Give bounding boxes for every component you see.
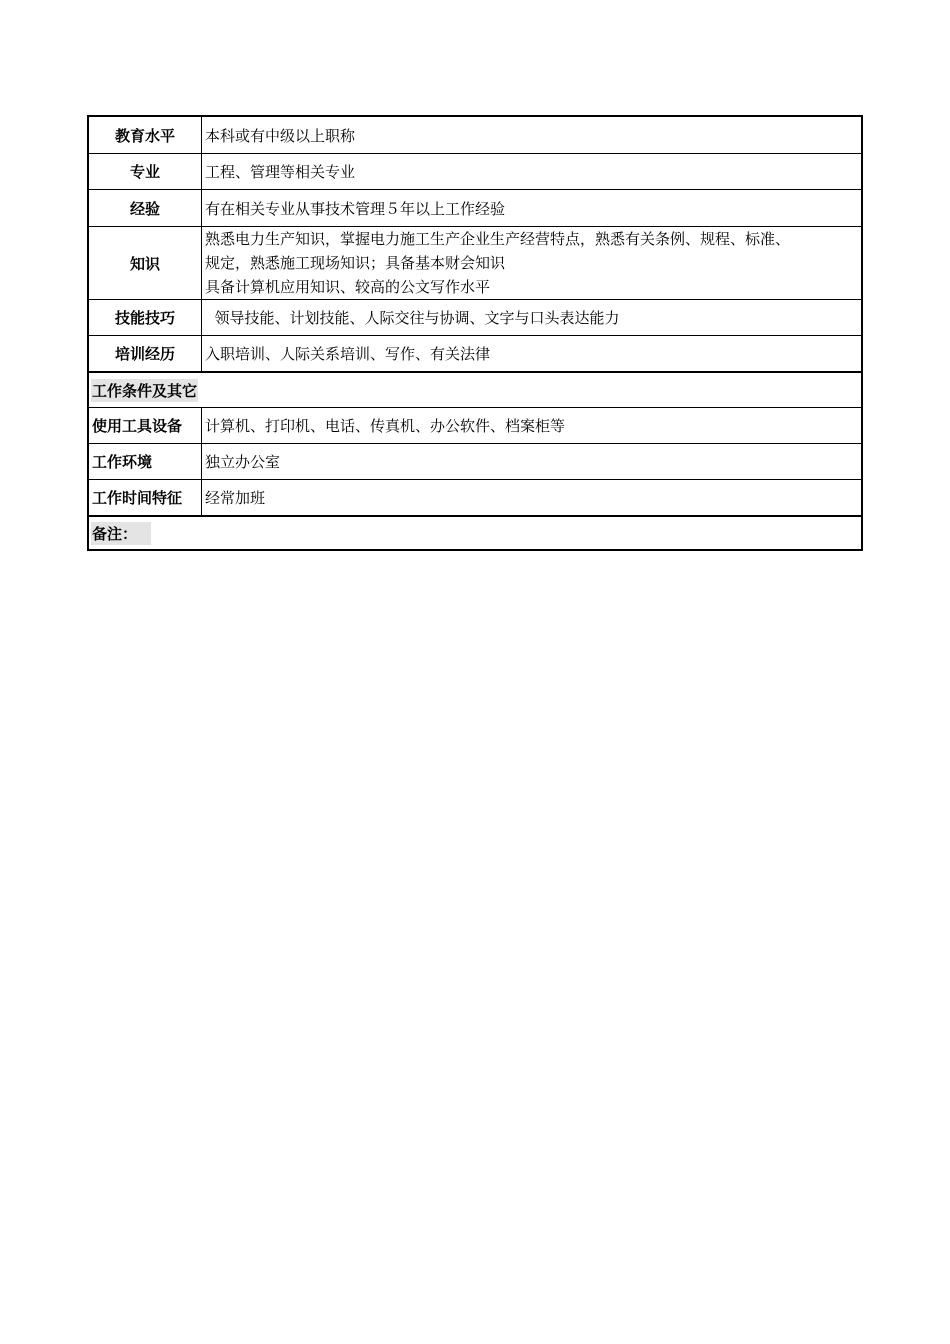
- conditions-section-title: [89, 373, 198, 407]
- education-label: 教育水平: [89, 117, 202, 153]
- experience-label: 经验: [89, 190, 202, 226]
- knowledge-line: 具备计算机应用知识、较高的公文写作水平: [205, 278, 491, 296]
- notes-label: 备注：: [91, 522, 151, 545]
- row-training: [89, 335, 861, 371]
- skills-label: 技能技巧: [89, 300, 202, 335]
- environment-label: 工作环境: [89, 444, 202, 479]
- major-value: 工程、管理等相关专业: [205, 163, 356, 181]
- row-conditions-header: [89, 371, 861, 407]
- work-hours-value: 经常加班: [205, 489, 266, 507]
- notes-cell: [89, 517, 151, 549]
- row-environment: [89, 443, 861, 479]
- row-major: [89, 153, 861, 189]
- tools-value: 计算机、打印机、电话、传真机、办公软件、档案柜等: [205, 417, 566, 435]
- knowledge-label: 知识: [89, 227, 202, 299]
- row-notes: [89, 515, 861, 549]
- major-label: 专业: [89, 154, 202, 189]
- row-experience: [89, 189, 861, 226]
- skills-value: 领导技能、计划技能、人际交往与协调、文字与口头表达能力: [205, 309, 620, 327]
- row-skills: [89, 299, 861, 335]
- training-label: 培训经历: [89, 336, 202, 371]
- row-tools: [89, 407, 861, 443]
- row-work-hours: [89, 479, 861, 515]
- knowledge-line: 规定，熟悉施工现场知识；具备基本财会知识: [205, 254, 506, 272]
- environment-value: 独立办公室: [205, 453, 281, 471]
- experience-value: 有在相关专业从事技术管理５年以上工作经验: [205, 199, 506, 218]
- tools-label: 使用工具设备: [89, 408, 202, 443]
- conditions-section-title-text: 工作条件及其它: [91, 379, 198, 402]
- row-knowledge: [89, 226, 861, 299]
- work-hours-label: 工作时间特征: [89, 480, 202, 515]
- job-description-table: [87, 115, 863, 551]
- row-education: [89, 117, 861, 153]
- knowledge-line: 熟悉电力生产知识，掌握电力施工生产企业生产经营特点，熟悉有关条例、规程、标准、: [205, 230, 791, 248]
- knowledge-value: [202, 227, 861, 299]
- education-value: 本科或有中级以上职称: [205, 126, 356, 145]
- training-value: 入职培训、人际关系培训、写作、有关法律: [205, 345, 491, 363]
